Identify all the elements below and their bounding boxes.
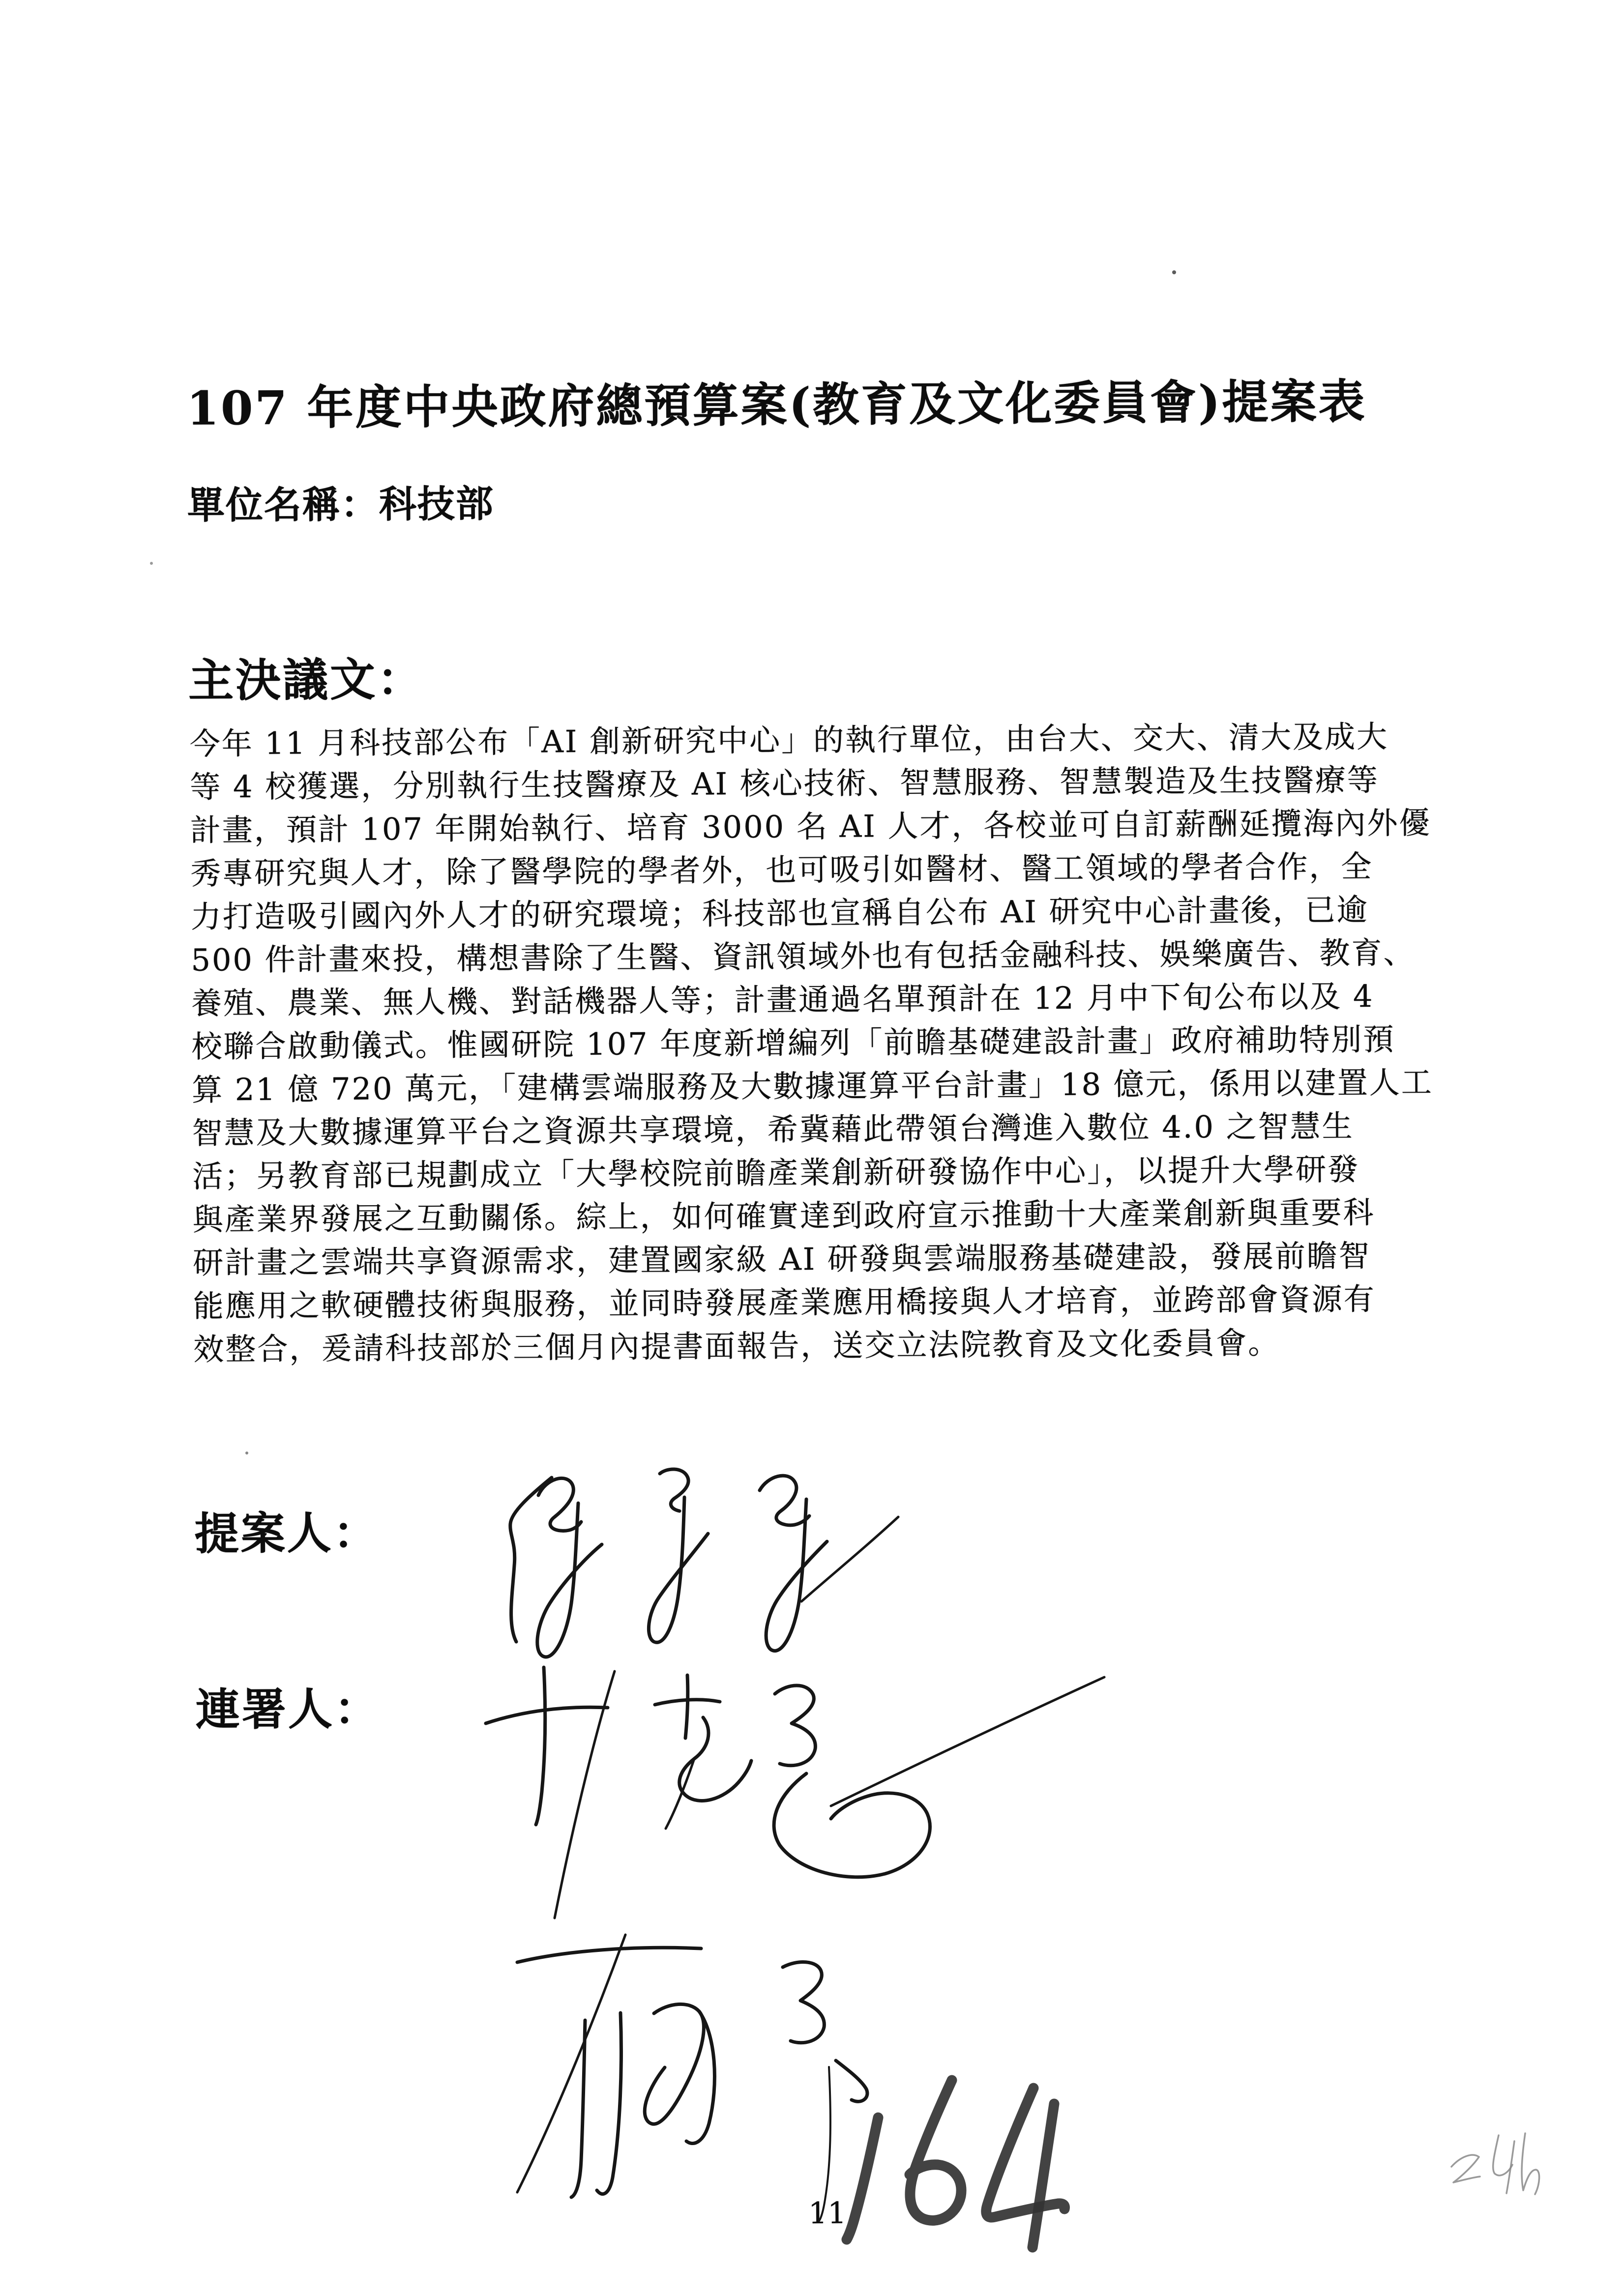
body-line: 500 件計畫來投，構想書除了生醫、資訊領域外也有包括金融科技、娛樂廣告、教育、 [191,934,1416,978]
body-line: 能應用之軟硬體技術與服務，並同時發展產業應用橋接與人才培育，並跨部會資源有 [193,1281,1376,1324]
body-line: 養殖、農業、無人機、對話機器人等；計畫通過名單預計在 12 月中下旬公布以及 4 [191,978,1374,1021]
body-line: 與產業界發展之互動關係。綜上，如何確實達到政府宣示推動十大產業創新與重要科 [192,1194,1375,1238]
body-line: 研計畫之雲端共享資源需求，建置國家級 AI 研發與雲端服務基礎建設，發展前瞻智 [193,1238,1371,1281]
unit-name-line: 單位名稱：科技部 [187,481,495,527]
body-line: 秀專研究與人才，除了醫學院的學者外，也可吸引如醫材、醫工領域的學者合作，全 [190,848,1373,892]
body-line: 校聯合啟動儀式。惟國研院 107 年度新增編列「前瞻基礎建設計畫」政府補助特別預 [191,1021,1395,1065]
page-number: 11 [808,2196,847,2231]
proposer-label: 提案人： [194,1507,380,1560]
cosigner-label: 連署人： [195,1683,381,1736]
body-line: 效整合，爰請科技部於三個月內提書面報告，送交立法院教育及文化委員會。 [193,1325,1280,1367]
resolution-body [190,715,1452,1371]
body-line: 今年 11 月科技部公布「AI 創新研究中心」的執行單位，由台大、交大、清大及成大 [189,718,1389,762]
body-line: 算 21 億 720 萬元，「建構雲端服務及大數據運算平台計畫」18 億元，係用以建置人工 [191,1064,1433,1108]
body-line: 計畫，預計 107 年開始執行、培育 3000 名 AI 人才，各校並可自訂薪酬延攬海內外優 [190,805,1431,848]
body-line: 活；另教育部已規劃成立「大學校院前瞻產業創新研發協作中心」，以提升大學研發 [192,1151,1360,1194]
body-line: 等 4 校獲選，分別執行生技醫療及 AI 核心技術、智慧服務、智慧製造及生技醫療等 [190,761,1380,805]
resolution-heading: 主決議文： [188,652,425,707]
body-line: 力打造吸引國內外人才的研究環境；科技部也宣稱自公布 AI 研究中心計畫後，已逾 [190,892,1369,935]
body-line: 智慧及大數據運算平台之資源共享環境，希冀藉此帶領台灣進入數位 4.0 之智慧生 [192,1108,1354,1151]
document-title: 107 年度中央政府總預算案(教育及文化委員會)提案表 [186,375,1367,436]
